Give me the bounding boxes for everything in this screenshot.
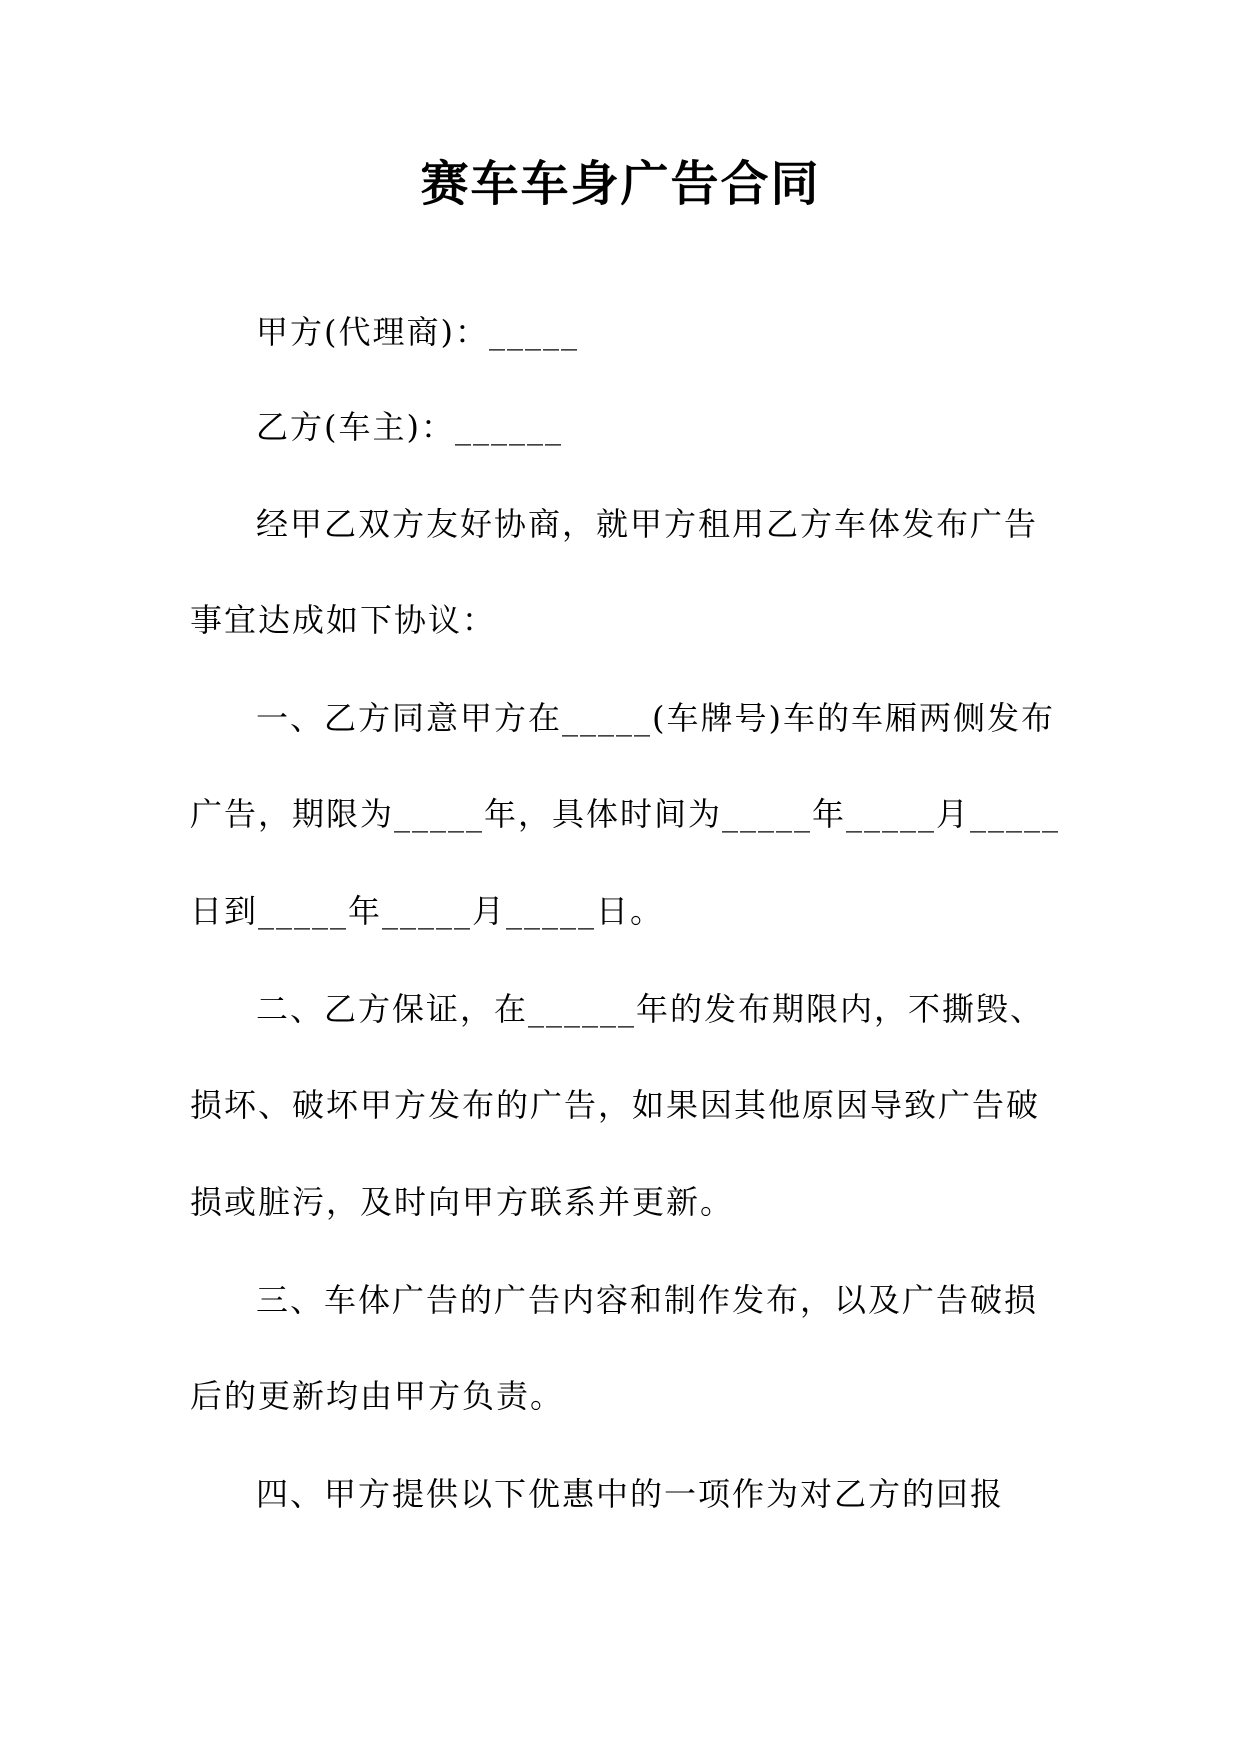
preamble-line-2: 事宜达成如下协议： xyxy=(190,601,497,639)
clause-2-line-1: 二、乙方保证，在______年的发布期限内，不撕毁、 xyxy=(256,990,1045,1028)
clause-3-line-1: 三、车体广告的广告内容和制作发布，以及广告破损 xyxy=(256,1281,1039,1319)
document-title: 赛车车身广告合同 xyxy=(420,156,821,212)
clause-1-line-1: 一、乙方同意甲方在_____(车牌号)车的车厢两侧发布 xyxy=(256,699,1055,737)
clause-2-line-2: 损坏、破坏甲方发布的广告，如果因其他原因导致广告破 xyxy=(190,1086,1041,1124)
clause-1-line-3: 日到_____年_____月_____日。 xyxy=(190,892,665,930)
party-a-line: 甲方(代理商)：_____ xyxy=(256,313,579,351)
clause-4-line-1: 四、甲方提供以下优惠中的一项作为对乙方的回报 xyxy=(256,1475,1005,1513)
party-b-line: 乙方(车主)：______ xyxy=(256,408,563,446)
clause-2-line-3: 损或脏污，及时向甲方联系并更新。 xyxy=(190,1183,735,1221)
preamble-line-1: 经甲乙双方友好协商，就甲方租用乙方车体发布广告 xyxy=(256,505,1039,543)
clause-1-line-2: 广告，期限为_____年，具体时间为_____年_____月_____ xyxy=(190,795,1061,833)
clause-3-line-2: 后的更新均由甲方负责。 xyxy=(190,1377,565,1415)
